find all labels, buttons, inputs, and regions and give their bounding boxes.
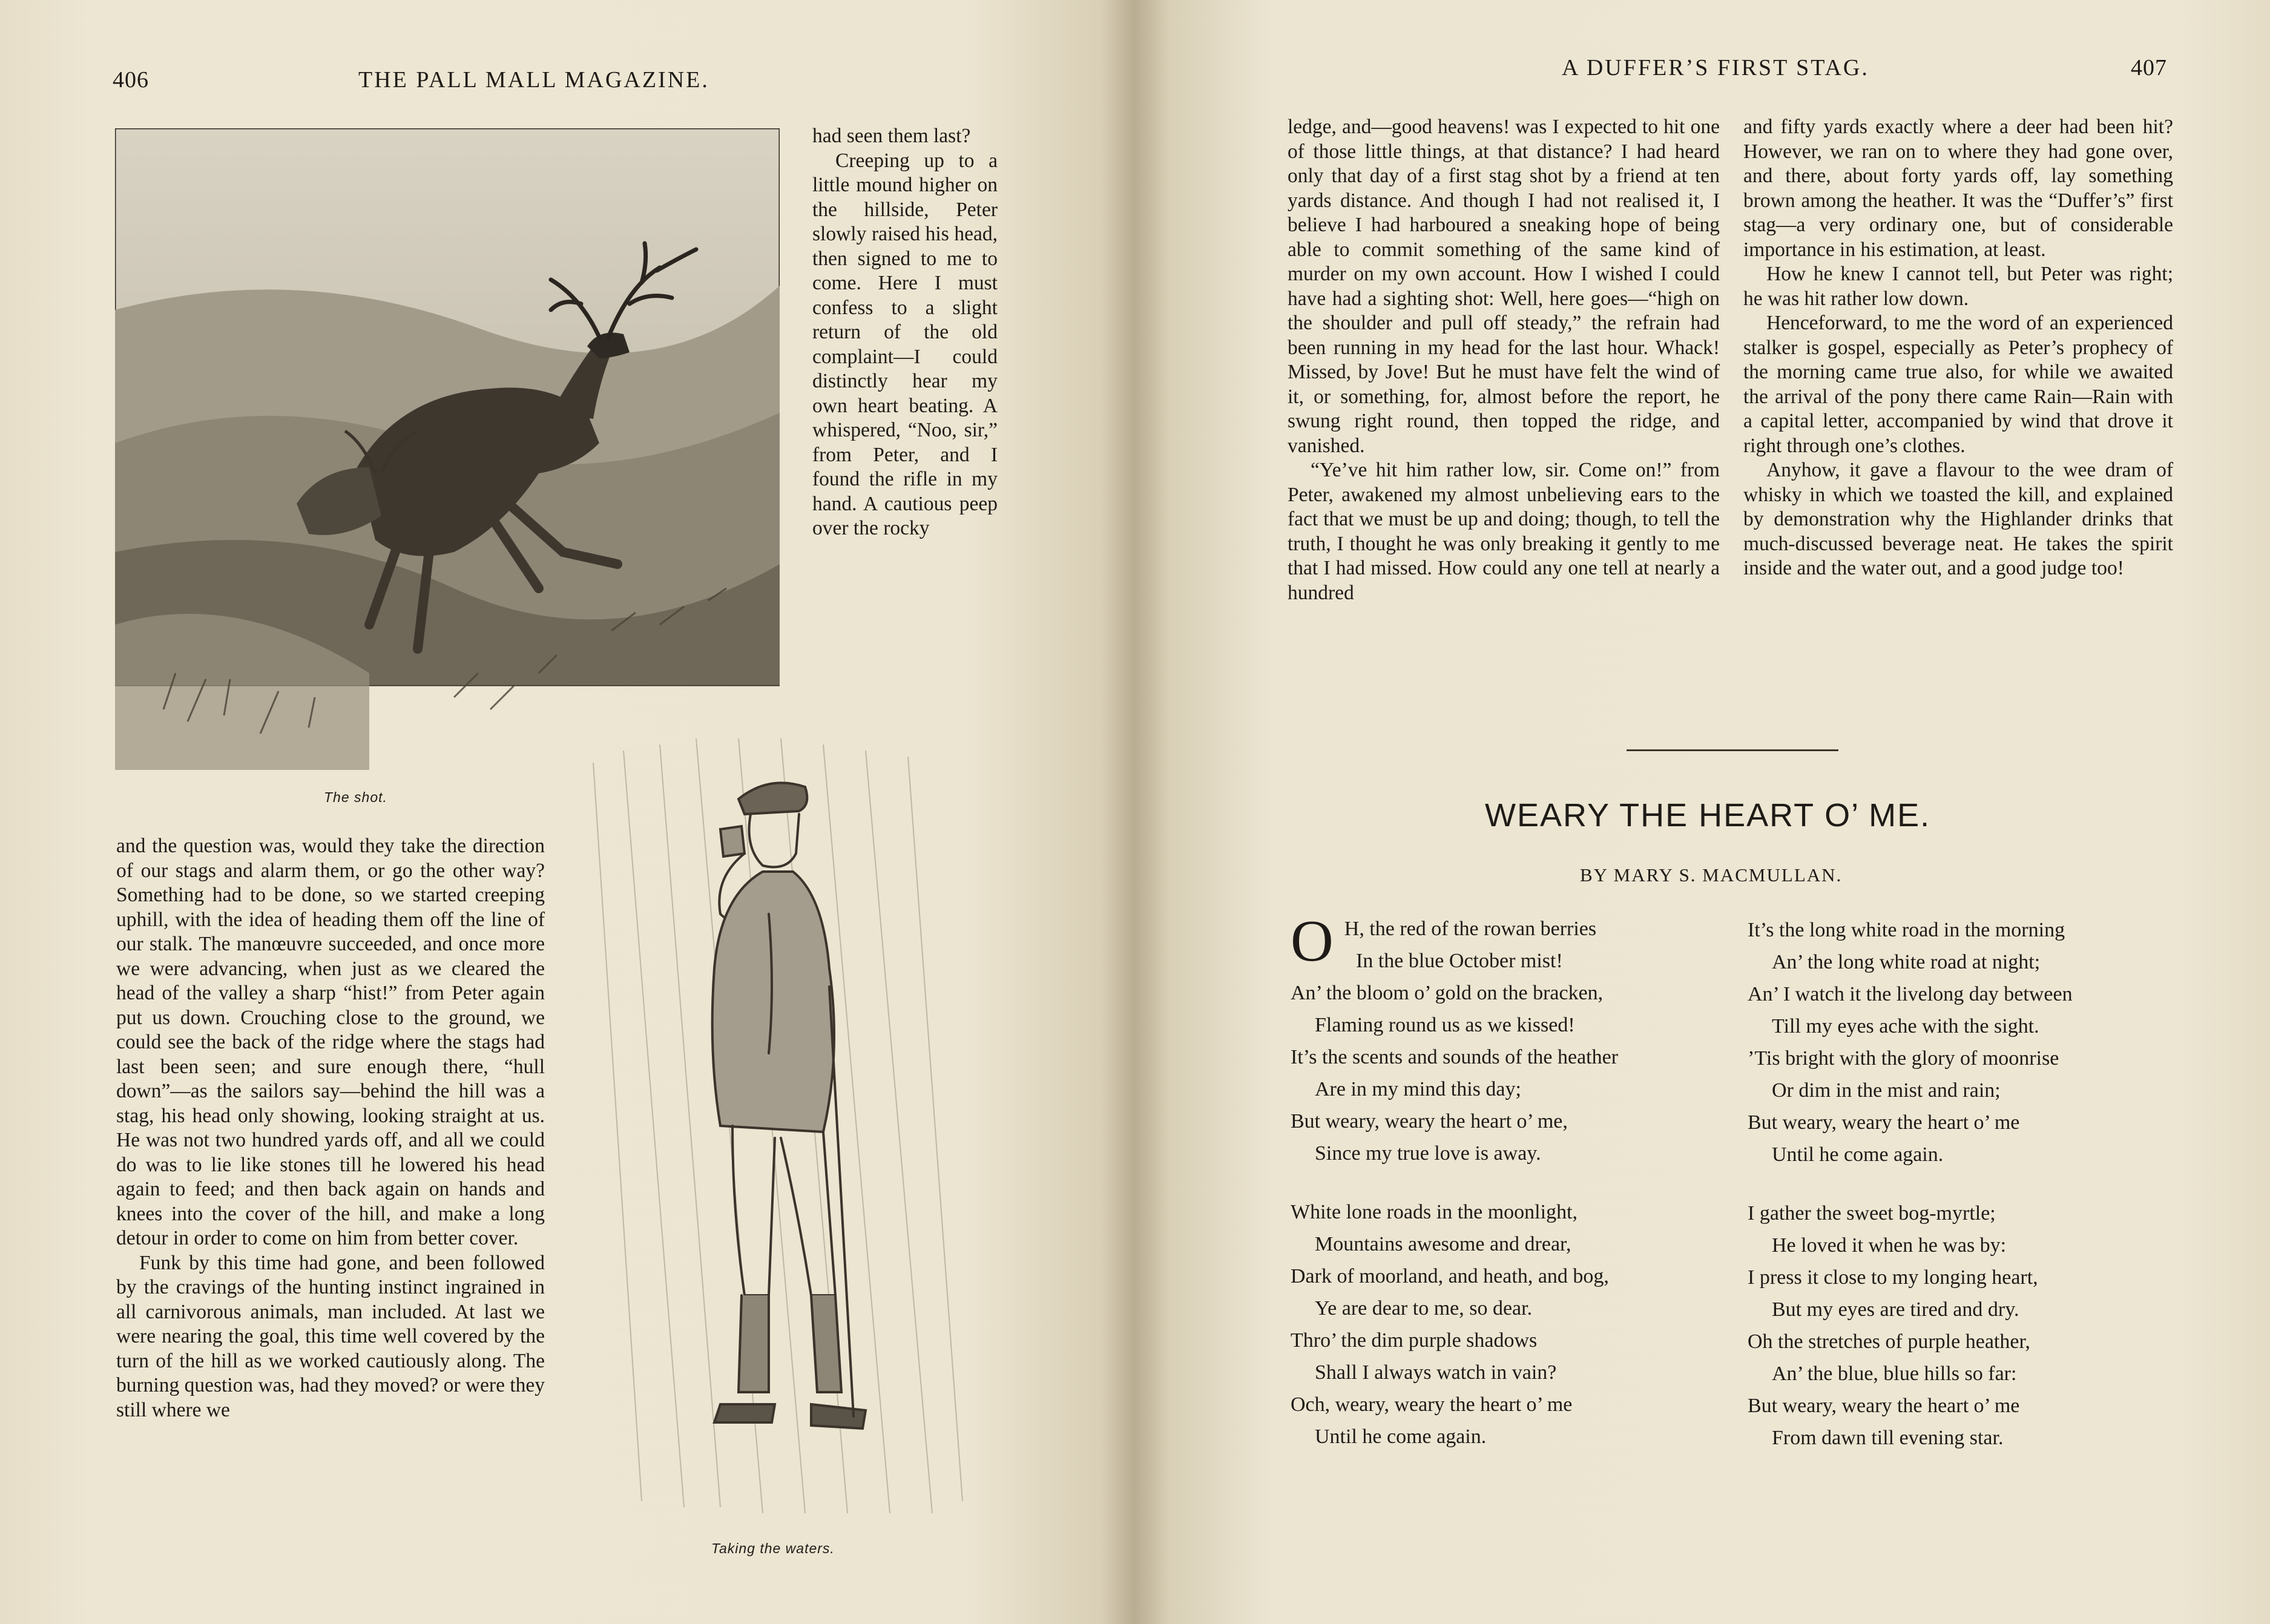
- article-column-1: [1288, 115, 1720, 605]
- paragraph: How he knew I cannot tell, but Peter was right; he was hit rather low down.: [1743, 263, 2173, 310]
- stanza: [1291, 1196, 1739, 1453]
- poem-line: Oh the stretches of purple heather,: [1748, 1330, 2030, 1353]
- man-drinking-illustration: [569, 714, 975, 1525]
- right-page-number: 407: [2131, 55, 2167, 81]
- poem-title: WEARY THE HEART O’ ME.: [1485, 797, 1931, 833]
- poem-line: White lone roads in the moonlight,: [1291, 1201, 1578, 1223]
- paragraph: had seen them last?: [812, 125, 971, 147]
- poem-line: An’ the blue, blue hills so far:: [1772, 1363, 2017, 1385]
- paragraph: “Ye’ve hit him rather low, sir. Come on!” from Peter, awakened my almost unbelieving ears to the fact that we must be up and doing; though, to tell the truth, I thought he was only breaking it gently to me that I had missed. How could any one tell at nearly a hundred: [1288, 459, 1720, 604]
- poem-line: But weary, weary the heart o’ me: [1748, 1395, 2020, 1417]
- poem-line: Flaming round us as we kissed!: [1315, 1014, 1575, 1036]
- poem-line: I press it close to my longing heart,: [1748, 1266, 2038, 1289]
- stag-figure-caption: The shot.: [324, 789, 387, 805]
- paragraph: Creeping up to a little mound higher on the hillside, Peter slowly raised his head, then signed to me to come. Here I must confess to a slight return of the old complaint—I could distinctly hear my own heart beating. A whispered, “Noo, sir,” from Peter, and I found the rifle in my hand. A cautious peep over the rocky: [812, 149, 998, 539]
- paragraph: Anyhow, it gave a flavour to the wee dram of whisky in which we toasted the kill, and explained by demonstration why the Highlander drinks that much-discussed beverage neat. He takes the spirit inside and the water out, and a good judge too!: [1743, 459, 2173, 579]
- poem-line: Till my eyes ache with the sight.: [1772, 1015, 2039, 1037]
- stag-illustration-drawing: [115, 128, 780, 770]
- article-column-2: [1743, 115, 2173, 581]
- poem-line: Och, weary, weary the heart o’ me: [1291, 1393, 1573, 1416]
- man-figure-caption: Taking the waters.: [711, 1540, 835, 1556]
- section-divider: [1627, 749, 1838, 751]
- man-drinking-drawing: [569, 714, 975, 1525]
- poem-line: I gather the sweet bog-myrtle;: [1748, 1202, 1996, 1225]
- poem-line: Since my true love is away.: [1315, 1142, 1541, 1165]
- poem-line: Until he come again.: [1315, 1425, 1487, 1448]
- stanza: [1748, 914, 2196, 1171]
- poem-first-line: H, the red of the rowan berries: [1344, 918, 1597, 940]
- poem-line: It’s the long white road in the morning: [1748, 919, 2065, 941]
- poem-line: In the blue October mist!: [1356, 950, 1563, 972]
- poem-line: Are in my mind this day;: [1315, 1078, 1521, 1100]
- poem-line: He loved it when he was by:: [1772, 1234, 2007, 1257]
- drop-cap: O: [1291, 909, 1334, 974]
- poem-line: An’ the bloom o’ gold on the bracken,: [1291, 982, 1604, 1004]
- left-running-head: THE PALL MALL MAGAZINE.: [358, 67, 709, 93]
- poem-line: But weary, weary the heart o’ me,: [1291, 1110, 1568, 1133]
- poem-column-left: [1291, 909, 1739, 1479]
- poem-line: Mountains awesome and drear,: [1315, 1233, 1571, 1255]
- poem-line: From dawn till evening star.: [1772, 1427, 2004, 1449]
- poem-line: ’Tis bright with the glory of moonrise: [1748, 1047, 2059, 1070]
- narrow-text-column: [812, 124, 998, 541]
- poem-line: It’s the scents and sounds of the heather: [1291, 1046, 1619, 1068]
- paragraph: Funk by this time had gone, and been followed by the cravings of the hunting instinct ingrained in all carnivorous animals, man included. At last we were nearing the goal, this time well covered by the turn of the hill as we worked cautiously along. The burning question was, had they moved? or were they still where we: [116, 1251, 545, 1421]
- right-running-head: A DUFFER’S FIRST STAG.: [1562, 55, 1869, 81]
- poem-line: Until he come again.: [1772, 1143, 1944, 1166]
- paragraph: and the question was, would they take the direction of our stags and alarm them, or go the other way? Something had to be done, so we started creeping uphill, with the idea of heading them off the line of our stalk. The manœuvre succeeded, and once more we were advancing, when just as we cleared the head of the valley a sharp “hist!” from Peter again put us down. Crouching close to the ground, we could see the back of the ridge where the stags had last been seen; and sure enough there, “hull down”—as the sailors say—behind the hill was a stag, his head only showing, looking straight at us. He was not two hundred yards off, and all we could do was to lie like stones till he lowered his head again to feed; and then back again on hands and knees into the cover of the hill, and make a long detour in order to come on him from better cover.: [116, 835, 545, 1249]
- left-page-number: 406: [113, 67, 149, 93]
- poem-line: Or dim in the mist and rain;: [1772, 1079, 2001, 1102]
- right-page: [1135, 0, 2270, 1624]
- poem-line: Dark of moorland, and heath, and bog,: [1291, 1265, 1609, 1287]
- poem-line: But my eyes are tired and dry.: [1772, 1298, 2019, 1321]
- poem-line: Shall I always watch in vain?: [1315, 1361, 1557, 1384]
- stag-illustration: [115, 128, 780, 770]
- paragraph: and fifty yards exactly where a deer had been hit? However, we ran on to where they had gone over, and there, about forty yards off, lay something brown among the heather. It was the “Duffer’s” first stag—a very ordinary one, but of considerable importance in his estimation, at least.: [1743, 116, 2173, 261]
- poem-line: An’ I watch it the livelong day between: [1748, 983, 2073, 1005]
- poem-line: Thro’ the dim purple shadows: [1291, 1329, 1538, 1352]
- poem-byline: BY MARY S. MACMULLAN.: [1580, 864, 1843, 886]
- stanza: [1291, 909, 1739, 1169]
- paragraph: Henceforward, to me the word of an experienced stalker is gospel, especially as Peter’s prophecy of the morning came true also, for while we awaited the arrival of the pony there came Rain—Rain with a capital letter, accompanied by wind that drove it right through one’s clothes.: [1743, 312, 2173, 457]
- paragraph: ledge, and—good heavens! was I expected to hit one of those little things, at that distance? I had heard only that day of a first stag shot by a friend at ten yards distance. And though I had not realised it, I believe I had harboured a sneaking hope of being able to commit something of the same kind of murder on my own account. How I wished I could have had a sighting shot: Well, here goes—“high on the shoulder and pull off steady,” the refrain had been running in my head for the last hour. Whack! Missed, by Jove! But he must have felt the wind of it, or something, for, almost before the report, he swung right round, then topped the ridge, and vanished.: [1288, 116, 1720, 457]
- poem-line: But weary, weary the heart o’ me: [1748, 1111, 2020, 1134]
- bottom-text-column: [116, 834, 545, 1422]
- poem-line: Ye are dear to me, so dear.: [1315, 1297, 1533, 1320]
- poem-line: An’ the long white road at night;: [1772, 951, 2041, 973]
- stanza: [1748, 1197, 2196, 1454]
- poem-column-right: [1748, 914, 2196, 1481]
